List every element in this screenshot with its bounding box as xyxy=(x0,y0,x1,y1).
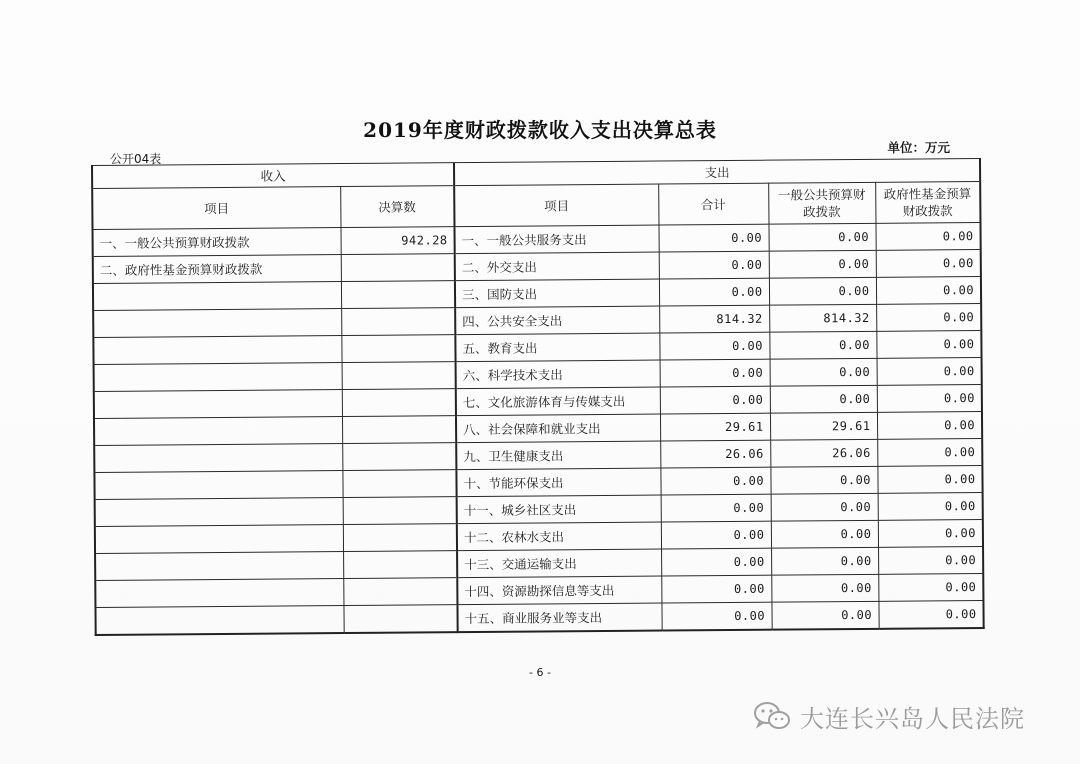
income-item-cell xyxy=(94,363,342,392)
expense-item-cell: 七、文化旅游体育与传媒支出 xyxy=(456,387,660,416)
expense-fund-cell: 0.00 xyxy=(876,304,981,332)
expense-total-cell: 26.06 xyxy=(660,440,770,468)
document-title: 2019年度财政拨款收入支出决算总表 xyxy=(363,118,717,142)
expense-total-cell: 0.00 xyxy=(659,278,769,306)
income-item-cell xyxy=(93,309,341,338)
expense-fund-cell: 0.00 xyxy=(878,601,983,629)
income-item-cell xyxy=(94,444,342,473)
income-col-item: 项目 xyxy=(92,187,340,230)
income-amount-cell xyxy=(343,551,457,579)
expense-col-total: 合计 xyxy=(658,183,768,225)
expense-total-cell: 0.00 xyxy=(661,521,771,549)
watermark xyxy=(752,698,1025,734)
watermark-text: 大连长兴岛人民法院 xyxy=(800,704,1025,733)
expense-total-cell: 0.00 xyxy=(659,251,769,279)
income-item-cell: 一、一般公共预算财政拨款 xyxy=(93,228,341,257)
income-item-cell xyxy=(95,579,343,608)
income-amount-cell xyxy=(342,362,456,390)
income-item-cell xyxy=(95,552,343,581)
expense-general-cell: 0.00 xyxy=(771,601,878,629)
income-item-cell: 二、政府性基金预算财政拨款 xyxy=(93,255,341,284)
expense-fund-cell: 0.00 xyxy=(877,385,982,413)
expense-fund-cell: 0.00 xyxy=(877,412,982,440)
expense-total-cell: 0.00 xyxy=(661,602,771,630)
expense-total-cell: 814.32 xyxy=(659,305,769,333)
income-amount-cell xyxy=(342,443,456,471)
expense-fund-cell: 0.00 xyxy=(876,331,981,359)
expense-item-cell: 十一、城乡社区支出 xyxy=(457,495,661,524)
expense-total-cell: 0.00 xyxy=(660,467,770,495)
expense-fund-cell: 0.00 xyxy=(877,439,982,467)
income-amount-cell xyxy=(341,335,455,363)
income-item-cell xyxy=(95,498,343,527)
table-row xyxy=(95,601,983,635)
expense-item-cell: 十三、交通运输支出 xyxy=(457,549,661,578)
expense-general-cell: 0.00 xyxy=(771,493,878,521)
expense-item-cell: 六、科学技术支出 xyxy=(456,360,660,389)
expense-item-cell: 五、教育支出 xyxy=(455,333,659,362)
income-amount-cell xyxy=(343,578,457,606)
expense-item-cell: 十二、农林水支出 xyxy=(457,522,661,551)
expense-total-cell: 0.00 xyxy=(660,386,770,414)
expense-general-cell: 0.00 xyxy=(771,520,878,548)
expense-col-fund: 政府性基金预算财政拨款 xyxy=(875,182,980,224)
expense-item-cell: 十、节能环保支出 xyxy=(456,468,660,497)
form-code: 公开04表 xyxy=(110,152,162,166)
column-header-row xyxy=(92,182,980,230)
expense-col-item: 项目 xyxy=(454,184,658,227)
expense-general-cell: 0.00 xyxy=(771,574,878,602)
expense-total-cell: 29.61 xyxy=(660,413,770,441)
income-header: 收入 xyxy=(92,163,454,189)
expense-general-cell: 26.06 xyxy=(770,439,877,467)
expense-general-cell: 0.00 xyxy=(769,223,876,251)
budget-table xyxy=(91,158,985,636)
income-amount-cell: 942.28 xyxy=(340,227,454,255)
expense-item-cell: 十五、商业服务业等支出 xyxy=(457,603,661,632)
expense-general-cell: 814.32 xyxy=(769,304,876,332)
income-amount-cell xyxy=(341,281,455,309)
expense-fund-cell: 0.00 xyxy=(876,250,981,278)
expense-header: 支出 xyxy=(454,159,980,186)
expense-total-cell: 0.00 xyxy=(660,359,770,387)
expense-fund-cell: 0.00 xyxy=(878,547,983,575)
income-item-cell xyxy=(94,390,342,419)
income-item-cell xyxy=(93,282,341,311)
income-amount-cell xyxy=(342,416,456,444)
expense-total-cell: 0.00 xyxy=(659,224,769,252)
expense-fund-cell: 0.00 xyxy=(875,223,980,251)
income-col-amount: 决算数 xyxy=(340,186,454,228)
income-item-cell xyxy=(93,336,341,365)
income-amount-cell xyxy=(343,605,457,633)
expense-fund-cell: 0.00 xyxy=(877,466,982,494)
expense-item-cell: 九、卫生健康支出 xyxy=(456,441,660,470)
expense-col-general: 一般公共预算财政拨款 xyxy=(768,182,875,224)
expense-item-cell: 四、公共安全支出 xyxy=(455,306,659,335)
expense-fund-cell: 0.00 xyxy=(876,277,981,305)
income-amount-cell xyxy=(341,254,455,282)
expense-total-cell: 0.00 xyxy=(661,575,771,603)
unit-label: 单位：万元 xyxy=(887,140,950,155)
income-amount-cell xyxy=(343,524,457,552)
income-amount-cell xyxy=(342,389,456,417)
expense-item-cell: 八、社会保障和就业支出 xyxy=(456,414,660,443)
income-amount-cell xyxy=(343,497,457,525)
income-amount-cell xyxy=(341,308,455,336)
expense-fund-cell: 0.00 xyxy=(878,493,983,521)
income-item-cell xyxy=(94,417,342,446)
income-item-cell xyxy=(95,525,343,554)
expense-item-cell: 二、外交支出 xyxy=(455,252,659,281)
income-item-cell xyxy=(95,606,343,635)
page-number: - 6 - xyxy=(529,666,551,679)
income-amount-cell xyxy=(342,470,456,498)
expense-general-cell: 0.00 xyxy=(770,358,877,386)
expense-item-cell: 一、一般公共服务支出 xyxy=(455,225,659,254)
expense-general-cell: 0.00 xyxy=(769,250,876,278)
table-body xyxy=(93,223,984,635)
expense-item-cell: 三、国防支出 xyxy=(455,279,659,308)
expense-fund-cell: 0.00 xyxy=(877,358,982,386)
expense-item-cell: 十四、资源勘探信息等支出 xyxy=(457,576,661,605)
expense-general-cell: 0.00 xyxy=(769,331,876,359)
expense-total-cell: 0.00 xyxy=(659,332,769,360)
expense-fund-cell: 0.00 xyxy=(878,574,983,602)
expense-general-cell: 0.00 xyxy=(771,547,878,575)
expense-total-cell: 0.00 xyxy=(661,548,771,576)
expense-total-cell: 0.00 xyxy=(661,494,771,522)
income-item-cell xyxy=(94,471,342,500)
expense-general-cell: 0.00 xyxy=(769,277,876,305)
wechat-icon xyxy=(752,700,792,732)
expense-general-cell: 29.61 xyxy=(770,412,877,440)
expense-general-cell: 0.00 xyxy=(770,466,877,494)
expense-fund-cell: 0.00 xyxy=(878,520,983,548)
expense-general-cell: 0.00 xyxy=(770,385,877,413)
